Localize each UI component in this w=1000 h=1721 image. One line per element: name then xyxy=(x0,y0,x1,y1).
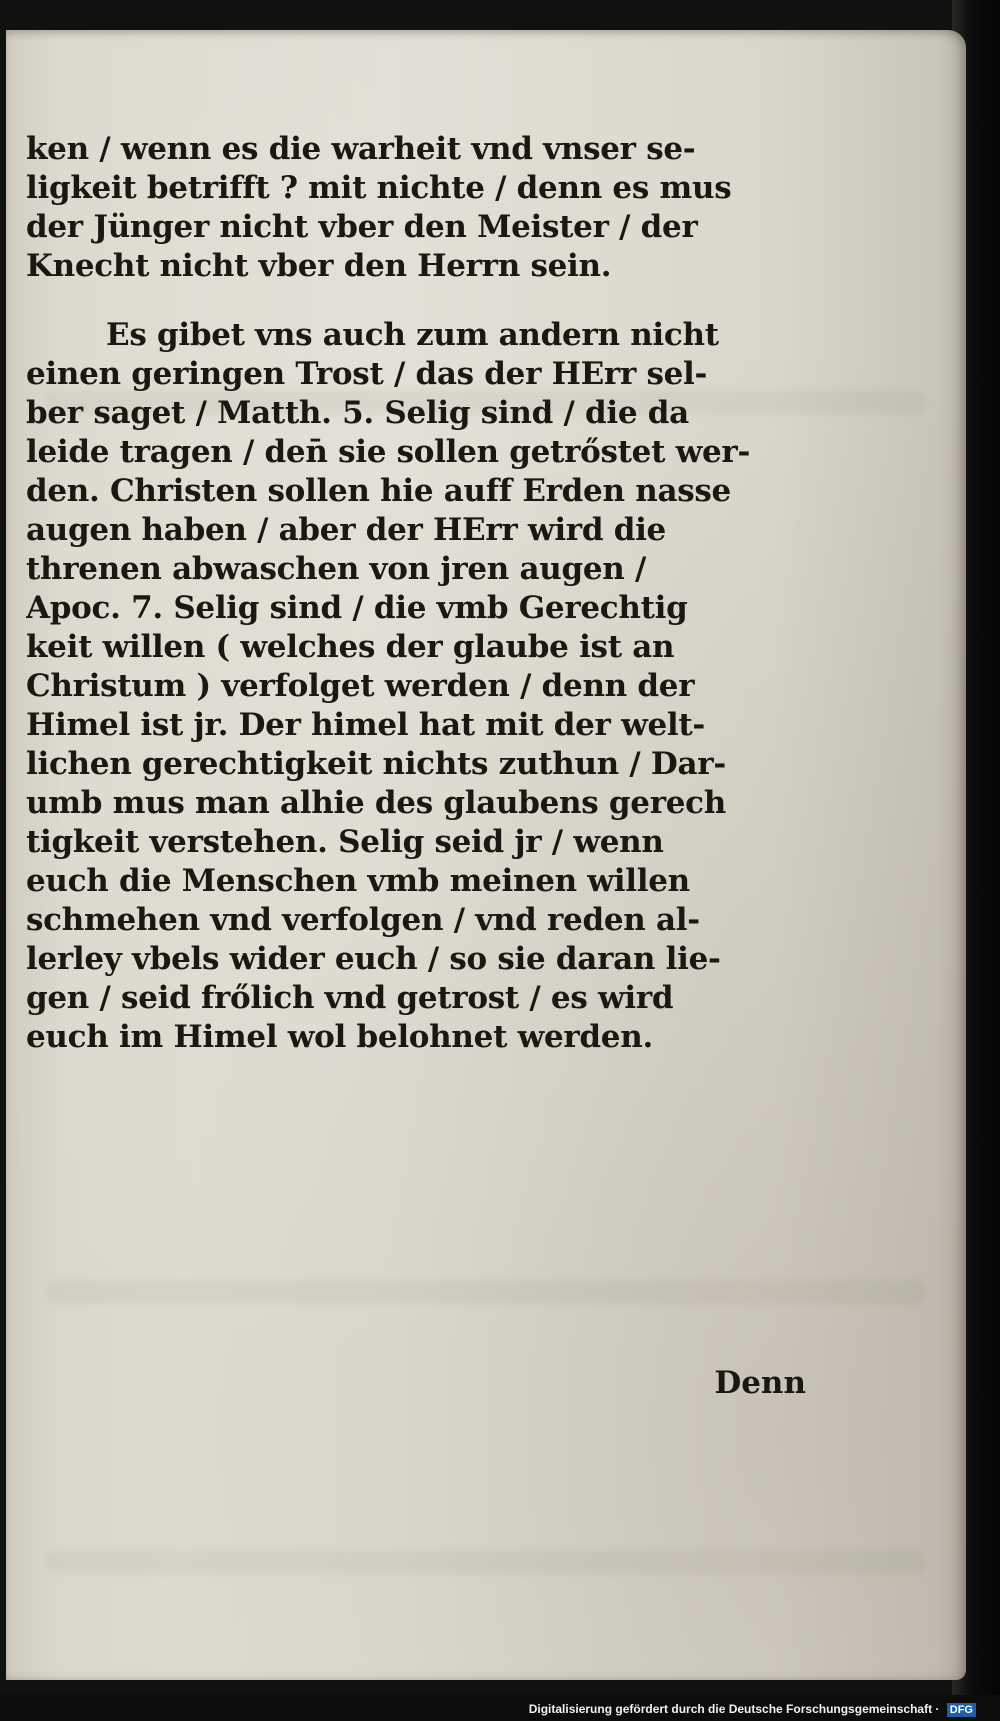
text-line: Knecht nicht vber den Herrn sein. xyxy=(26,248,612,284)
text-line: lichen gerechtigkeit nichts zuthun / Dar- xyxy=(26,746,726,782)
text-line: keit willen ( welches der glaube ist an xyxy=(26,629,675,665)
text-line: ken / wenn es die warheit vnd vnser se- xyxy=(26,131,696,167)
text-line: augen haben / aber der HErr wird die xyxy=(26,512,666,548)
text-line: lerley vbels wider euch / so sie daran lie- xyxy=(26,941,721,977)
footer-credit xyxy=(529,1702,976,1717)
text-line: Christum ) verfolget werden / denn der xyxy=(26,668,695,704)
dfg-logo: DFG xyxy=(947,1703,976,1717)
paragraph-1 xyxy=(26,130,806,286)
text-line: tigkeit verstehen. Selig seid jr / wenn xyxy=(26,824,664,860)
footer-bar xyxy=(0,1695,1000,1721)
text-line: umb mus man alhie des glaubens gerech xyxy=(26,785,726,821)
catchword: Denn xyxy=(714,1365,806,1401)
text-line: ligkeit betrifft ? mit nichte / denn es mus xyxy=(26,170,732,206)
text-line: gen / seid frőlich vnd getrost / es wird xyxy=(26,980,674,1016)
text-line: threnen abwaschen von jren augen / xyxy=(26,551,647,587)
body-text xyxy=(26,130,806,1057)
text-line: Es gibet vns auch zum andern nicht xyxy=(106,317,719,353)
text-line: Himel ist jr. Der himel hat mit der welt- xyxy=(26,707,705,743)
text-line: ber saget / Matth. 5. Selig sind / die da xyxy=(26,395,689,431)
text-line: leide tragen / den̄ sie sollen getrőstet wer- xyxy=(26,434,751,470)
text-line: euch im Himel wol belohnet werden. xyxy=(26,1019,653,1055)
paragraph-gap xyxy=(26,286,806,316)
book-page xyxy=(6,30,966,1680)
text-line: Apoc. 7. Selig sind / die vmb Gerechtig xyxy=(26,590,688,626)
text-line: der Jünger nicht vber den Meister / der xyxy=(26,209,698,245)
footer-credit-text: Digitalisierung gefördert durch die Deutsche Forschungsgemeinschaft · xyxy=(528,1702,940,1717)
text-line: den. Christen sollen hie auff Erden nasse xyxy=(26,473,731,509)
show-through-mark xyxy=(46,1550,926,1574)
text-line: schmehen vnd verfolgen / vnd reden al- xyxy=(26,902,700,938)
paragraph-2 xyxy=(26,316,806,1057)
text-line: euch die Menschen vmb meinen willen xyxy=(26,863,690,899)
text-line: einen geringen Trost / das der HErr sel- xyxy=(26,356,708,392)
show-through-mark xyxy=(46,1280,926,1304)
